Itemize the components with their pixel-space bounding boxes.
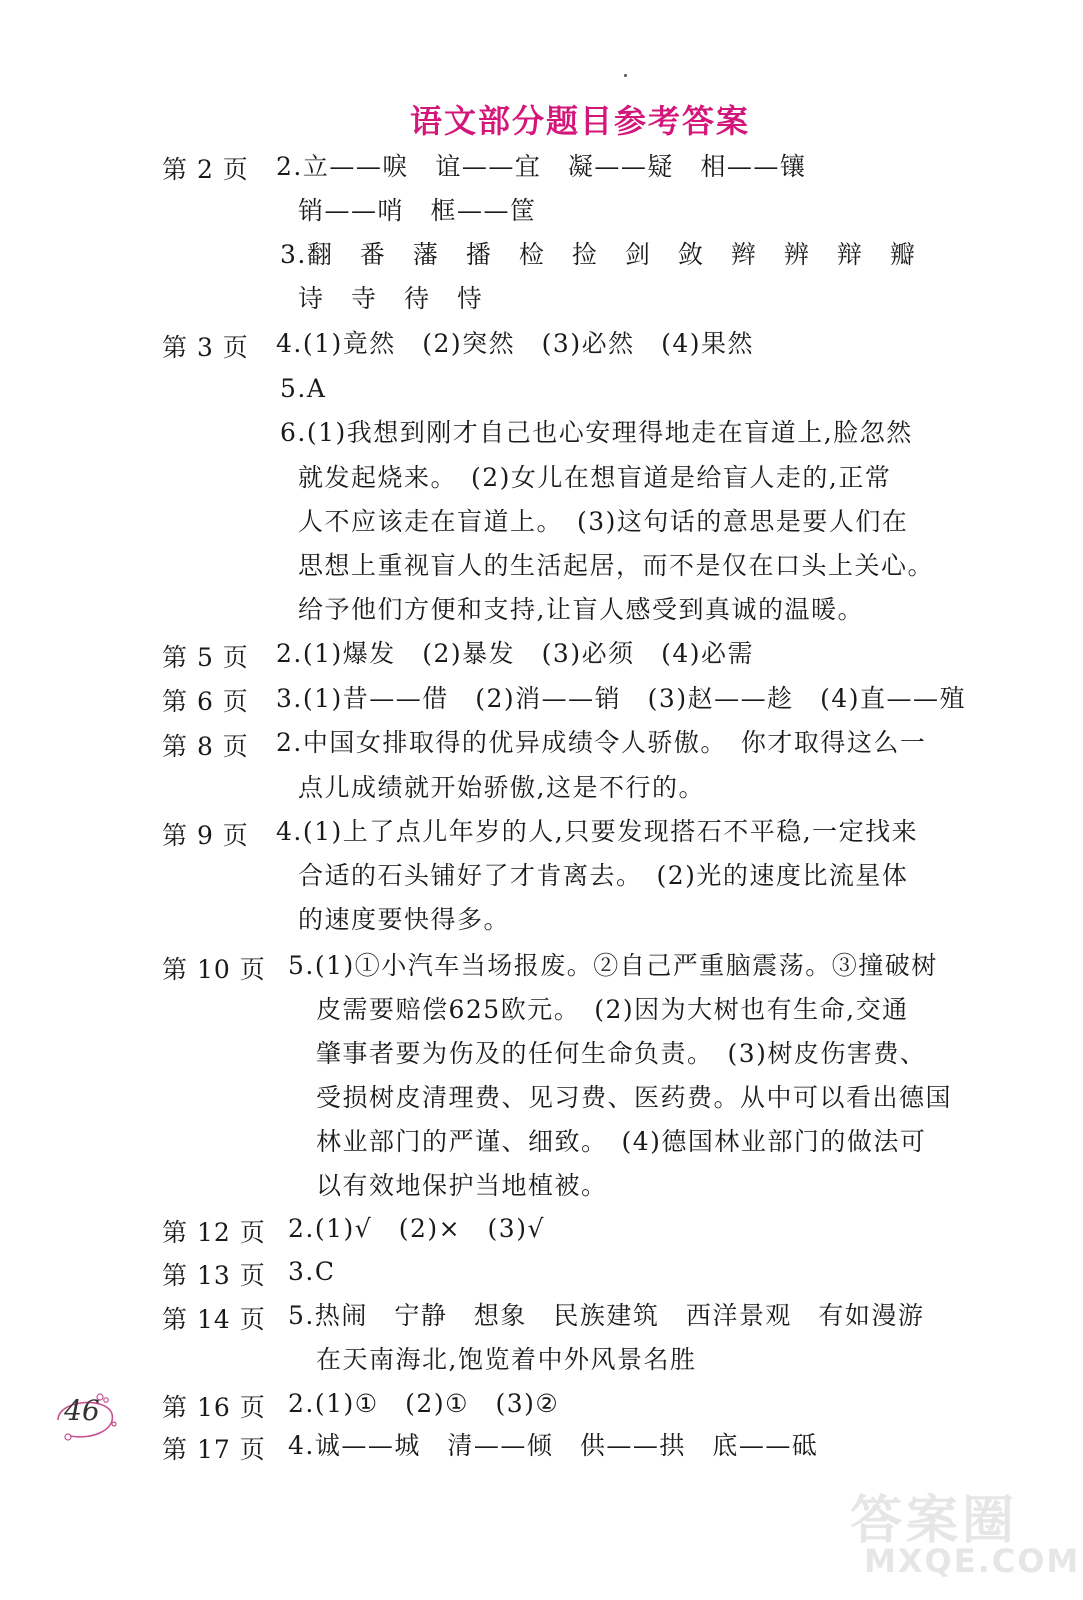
answer-line: 3.C bbox=[288, 1257, 336, 1286]
watermark-text: 答案圈 bbox=[850, 1491, 1019, 1551]
answer-line: 5.A bbox=[280, 374, 327, 403]
page-label-17: 第 17 页 bbox=[162, 1435, 266, 1464]
page-label-8: 第 8 页 bbox=[162, 732, 249, 761]
answer-line: 4.(1)竟然 (2)突然 (3)必然 (4)果然 bbox=[276, 329, 755, 358]
answer-line: 2.(1)√ (2)× (3)√ bbox=[288, 1214, 545, 1243]
answer-line: 合适的石头铺好了才肯离去。 (2)光的速度比流星体 bbox=[298, 861, 909, 890]
watermark-logo bbox=[850, 1478, 1081, 1590]
page-label-3: 第 3 页 bbox=[162, 333, 249, 362]
answer-line: 的速度要快得多。 bbox=[298, 905, 511, 934]
page-label-10: 第 10 页 bbox=[162, 955, 266, 984]
answer-line: 诗 寺 待 恃 bbox=[298, 284, 484, 313]
answer-line: 2.中国女排取得的优异成绩令人骄傲。 你才取得这么一 bbox=[276, 728, 927, 757]
answer-line: 点儿成绩就开始骄傲,这是不行的。 bbox=[298, 773, 705, 802]
answer-line: 人不应该走在盲道上。 (3)这句话的意思是要人们在 bbox=[298, 507, 909, 536]
page-label-14: 第 14 页 bbox=[162, 1305, 266, 1334]
answer-line: 受损树皮清理费、见习费、医药费。从中可以看出德国 bbox=[316, 1083, 953, 1112]
answer-line: 肇事者要为伤及的任何生命负责。 (3)树皮伤害费、 bbox=[316, 1039, 927, 1068]
page-label-5: 第 5 页 bbox=[162, 643, 249, 672]
page-label-2: 第 2 页 bbox=[162, 155, 249, 184]
watermark-url: MXQE.COM bbox=[864, 1542, 1081, 1580]
answer-line: 在天南海北,饱览着中外风景名胜 bbox=[316, 1345, 697, 1374]
page-label-6: 第 6 页 bbox=[162, 687, 249, 716]
page-number: 46 bbox=[64, 1394, 100, 1427]
answer-line: 给予他们方便和支持,让盲人感受到真诚的温暖。 bbox=[298, 595, 864, 624]
page-label-12: 第 12 页 bbox=[162, 1218, 266, 1247]
answer-line: 林业部门的严谨、细致。 (4)德国林业部门的做法可 bbox=[316, 1127, 927, 1156]
page-number-badge bbox=[52, 1390, 112, 1436]
answer-line: 2.(1)① (2)① (3)② bbox=[288, 1389, 560, 1418]
answer-line: 5.(1)①小汽车当场报废。②自己严重脑震荡。③撞破树 bbox=[288, 951, 938, 980]
answer-line: 以有效地保护当地植被。 bbox=[316, 1171, 608, 1200]
answer-line: 销——哨 框——筐 bbox=[298, 196, 537, 225]
answer-line: 2.(1)爆发 (2)暴发 (3)必须 (4)必需 bbox=[276, 639, 755, 668]
answer-line: 4.诚——城 清——倾 供——拱 底——砥 bbox=[288, 1431, 819, 1460]
answer-line: 3.(1)昔——借 (2)消——销 (3)赵——趁 (4)直——殖 bbox=[276, 684, 967, 713]
decorative-dot bbox=[624, 74, 627, 77]
answer-line: 4.(1)上了点儿年岁的人,只要发现搭石不平稳,一定找来 bbox=[276, 817, 919, 846]
answer-line: 就发起烧来。 (2)女儿在想盲道是给盲人走的,正常 bbox=[298, 463, 892, 492]
answer-line: 5.热闹 宁静 想象 民族建筑 西洋景观 有如漫游 bbox=[288, 1301, 925, 1330]
page-label-16: 第 16 页 bbox=[162, 1393, 266, 1422]
answer-line: 2.立——唳 谊——宜 凝——疑 相——镶 bbox=[276, 152, 807, 181]
answer-line: 皮需要赔偿625欧元。 (2)因为大树也有生命,交通 bbox=[316, 995, 909, 1024]
answer-line: 6.(1)我想到刚才自己也心安理得地走在盲道上,脸忽然 bbox=[280, 418, 913, 447]
page-title: 语文部分题目参考答案 bbox=[409, 102, 750, 140]
page-label-13: 第 13 页 bbox=[162, 1261, 266, 1290]
answer-line: 思想上重视盲人的生活起居，而不是仅在口头上关心。 bbox=[298, 551, 935, 580]
answer-line: 3.翻 番 藩 播 检 捡 剑 敛 辫 辨 辩 瓣 bbox=[280, 240, 917, 269]
page-label-9: 第 9 页 bbox=[162, 821, 249, 850]
